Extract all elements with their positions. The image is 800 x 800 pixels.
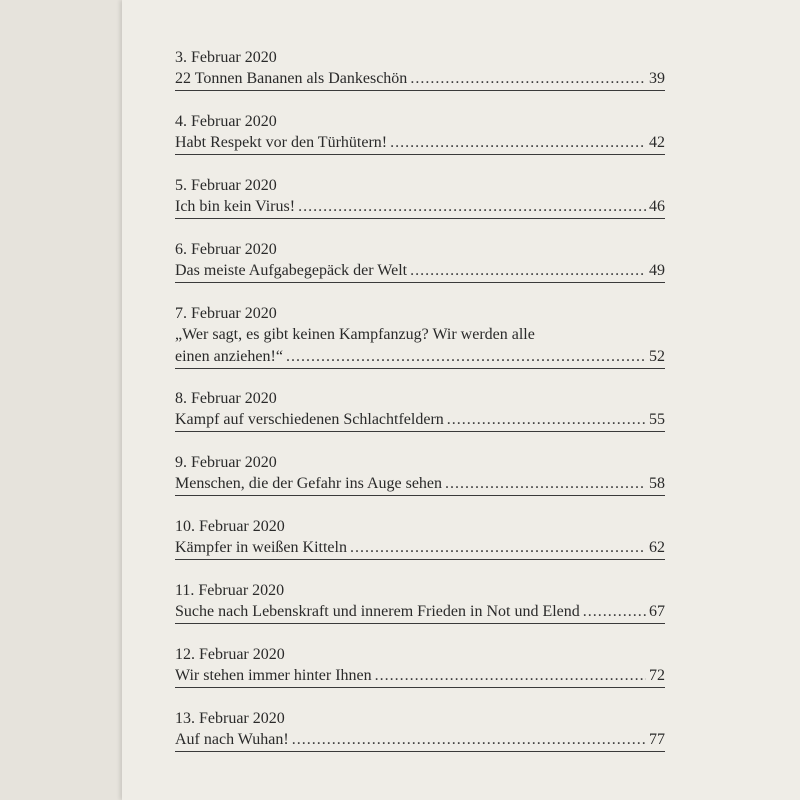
dot-leader: [410, 260, 646, 282]
toc-entry: [175, 112, 665, 176]
dot-leader: [445, 473, 646, 495]
entry-title-row: [175, 68, 665, 91]
entry-date: 12. Februar 2020: [175, 646, 285, 663]
entry-title: Ich bin kein Virus!: [175, 198, 296, 215]
entry-title: Kämpfer in weißen Kitteln: [175, 539, 347, 556]
entry-title-row: [175, 665, 665, 688]
dot-leader: [292, 729, 646, 751]
entry-title-line1: „Wer sagt, es gibt keinen Kampfanzug? Wir werden alle: [175, 326, 535, 343]
entry-page-number: 49: [649, 262, 665, 279]
entry-date: 3. Februar 2020: [175, 49, 277, 66]
entry-title-row: [175, 473, 665, 496]
entry-title: Auf nach Wuhan!: [175, 731, 289, 748]
dot-leader: [350, 537, 646, 559]
entry-page-number: 62: [649, 539, 665, 556]
dot-leader: [375, 665, 646, 687]
entry-page-number: 46: [649, 198, 665, 215]
toc-entry: [175, 517, 665, 581]
toc-entry: [175, 176, 665, 240]
entry-date: 4. Februar 2020: [175, 113, 277, 130]
toc-entry: [175, 709, 665, 773]
dot-leader: [410, 68, 646, 90]
entry-title-row: [175, 537, 665, 560]
table-of-contents: [175, 48, 665, 773]
entry-date: 9. Februar 2020: [175, 454, 277, 471]
entry-title: Menschen, die der Gefahr ins Auge sehen: [175, 475, 443, 492]
entry-title-row: [175, 729, 665, 752]
toc-entry: [175, 389, 665, 453]
entry-date: 6. Februar 2020: [175, 241, 277, 258]
entry-title: Suche nach Lebenskraft und innerem Frieden in Not und Elend: [175, 603, 580, 620]
entry-page-number: 72: [649, 667, 665, 684]
entry-title: Habt Respekt vor den Türhütern!: [175, 134, 388, 151]
entry-title-row: [175, 196, 665, 219]
dot-leader: [447, 409, 646, 431]
entry-page-number: 39: [649, 70, 665, 87]
entry-title-row: [175, 324, 665, 369]
entry-date: 8. Februar 2020: [175, 390, 277, 407]
entry-title-row: [175, 132, 665, 155]
dot-leader: [583, 601, 646, 623]
entry-page-number: 42: [649, 134, 665, 151]
entry-date: 10. Februar 2020: [175, 518, 285, 535]
dot-leader: [298, 196, 646, 218]
entry-title: Kampf auf verschiedenen Schlachtfeldern: [175, 411, 444, 428]
toc-entry: [175, 48, 665, 112]
entry-title: Das meiste Aufgabegepäck der Welt: [175, 262, 408, 279]
toc-entry: [175, 453, 665, 517]
dot-leader: [286, 346, 646, 368]
entry-title: 22 Tonnen Bananen als Dankeschön: [175, 70, 408, 87]
entry-date: 13. Februar 2020: [175, 710, 285, 727]
entry-page-number: 52: [649, 348, 665, 365]
dot-leader: [390, 132, 646, 154]
entry-page-number: 58: [649, 475, 665, 492]
entry-date: 5. Februar 2020: [175, 177, 277, 194]
entry-title: Wir stehen immer hinter Ihnen: [175, 667, 372, 684]
toc-entry: [175, 645, 665, 709]
entry-page-number: 55: [649, 411, 665, 428]
entry-title-row: [175, 409, 665, 432]
entry-title: einen anziehen!“: [175, 348, 283, 365]
toc-entry: [175, 581, 665, 645]
toc-entry: [175, 304, 665, 389]
entry-date: 7. Februar 2020: [175, 305, 277, 322]
entry-date: 11. Februar 2020: [175, 582, 285, 599]
entry-title-row: [175, 601, 665, 624]
entry-title-row: [175, 260, 665, 283]
entry-page-number: 77: [649, 731, 665, 748]
entry-page-number: 67: [649, 603, 665, 620]
toc-entry: [175, 240, 665, 304]
